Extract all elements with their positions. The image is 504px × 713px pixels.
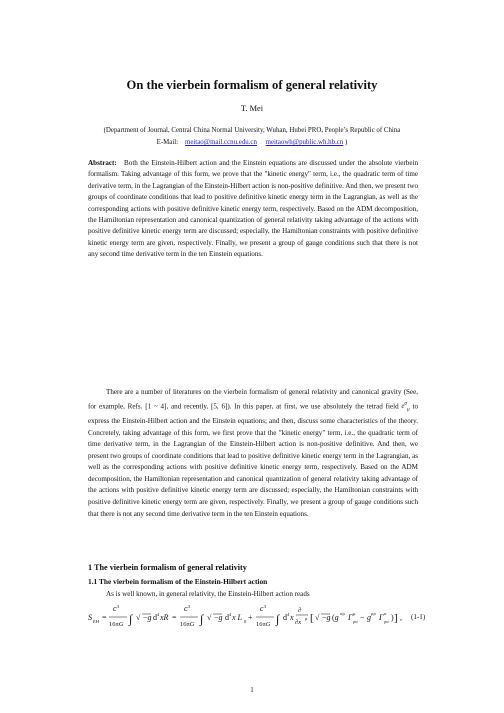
svg-text:x: x	[290, 613, 294, 622]
svg-text:S: S	[88, 613, 92, 622]
svg-text:d: d	[153, 613, 157, 622]
svg-text:σρ: σρ	[340, 611, 345, 616]
email-label: E-Mail:	[156, 139, 179, 146]
svg-text:−g: −g	[214, 613, 223, 622]
svg-text:Γ: Γ	[348, 613, 353, 622]
svg-text:]: ]	[394, 612, 398, 624]
einstein-hilbert-equation	[88, 603, 422, 631]
subsection-heading-1-1: 1.1 The vierbein formalism of the Einstein-Hilbert action	[88, 577, 268, 586]
svg-text:σ: σ	[384, 611, 387, 616]
svg-text:√: √	[315, 613, 320, 622]
equation-number: (1-1)	[411, 613, 426, 621]
svg-text:μρ: μρ	[371, 611, 376, 616]
section-paragraph: As is well known, in general relativity, the Einstein-Hilbert action reads	[106, 590, 310, 598]
email-line	[0, 139, 504, 146]
svg-text:3: 3	[264, 604, 267, 609]
svg-text:4: 4	[229, 612, 232, 617]
svg-text:Γ: Γ	[379, 613, 384, 622]
svg-text:3: 3	[188, 604, 191, 609]
introduction-paragraph	[88, 387, 418, 520]
svg-text:∫: ∫	[276, 612, 280, 626]
svg-text:μ: μ	[353, 611, 356, 616]
svg-text:4: 4	[287, 612, 290, 617]
svg-text:d: d	[225, 613, 229, 622]
svg-text:EH: EH	[93, 619, 100, 624]
svg-text:16πG: 16πG	[256, 621, 271, 628]
affiliation: (Department of Journal, Central China Normal University, Wuhan, Hubei PRO, People’s Republic of China	[103, 127, 401, 134]
svg-text:,: ,	[400, 613, 402, 622]
svg-text:x L: x L	[232, 613, 242, 622]
svg-text:16πG: 16πG	[180, 621, 195, 628]
svg-text:16πG: 16πG	[109, 621, 124, 628]
svg-text:+: +	[248, 613, 253, 622]
svg-text:c: c	[184, 604, 188, 613]
intro-text-after: to express the Einstein-Hilbert action and the Einstein equations; and then, discuss some characteristics of the theory. Concretely, taking advantage of this form, we first prove that the "kinetic energy" term, i.e., the quadratic term of time derivative term, in the Lagrangian of the Einstein-Hilbert action is non-positive definitive. And then, we present two groups of coordinate conditions that lead to positive definitive kinetic energy term in the Lagrangian, as well as the corresponding actions with positive definitive kinetic energy term, respectively. Based on the ADM decomposition, the Hamiltonian representation and canonical quantization of general relativity taking advantage of the actions with positive definitive kinetic energy term are discussed; especially, the Hamiltonian constraints with positive definitive kinetic energy term are given, respectively. Finally, we present a group of gauge conditions such that there is not any second time derivative term in the ten Einstein equations.	[88, 401, 418, 518]
svg-text:xR: xR	[160, 613, 169, 622]
svg-text:=: =	[172, 613, 177, 622]
abstract	[88, 158, 418, 261]
svg-text:∫: ∫	[129, 612, 133, 626]
author: T. Mei	[240, 104, 264, 113]
svg-text:−g: −g	[143, 613, 152, 622]
svg-text:−: −	[360, 613, 365, 622]
svg-text:μ: μ	[305, 616, 308, 621]
svg-text:): )	[391, 613, 394, 622]
section-heading-1: 1 The vierbein formalism of general relativity	[88, 563, 247, 572]
svg-text:g: g	[367, 613, 371, 622]
svg-text:0: 0	[244, 619, 247, 624]
abstract-label: Abstract:	[88, 159, 117, 167]
svg-text:√: √	[207, 613, 212, 622]
svg-text:3: 3	[117, 604, 120, 609]
svg-text:4: 4	[157, 612, 160, 617]
tetrad-symbol: $e^\alpha_\mu$	[401, 401, 410, 413]
svg-text:c: c	[113, 604, 117, 613]
svg-text:(g: (g	[332, 613, 339, 622]
email-link-2[interactable]: meitaowh@public.wh.hb.cn	[265, 139, 344, 146]
svg-text:−g: −g	[322, 613, 331, 622]
svg-text:d: d	[283, 613, 287, 622]
svg-text:c: c	[260, 604, 264, 613]
svg-text:ρσ: ρσ	[384, 619, 389, 624]
svg-text:∂x: ∂x	[295, 619, 302, 626]
svg-text:∂: ∂	[298, 607, 302, 614]
svg-text:∫: ∫	[200, 612, 204, 626]
svg-text:=: =	[102, 613, 107, 622]
abstract-text: Both the Einstein-Hilbert action and the Einstein equations are discussed under the absolute vierbein formalism. Taking advantage of this form, we prove that the "kinetic energy" term, i.e., the quadratic term of time derivative term, in the Lagrangian of the Einstein-Hilbert action is non-positive definitive. And then, we present two groups of coordinate conditions that lead to positive definitive kinetic energy term in the Lagrangian, as well as the corresponding actions with positive definitive kinetic energy term, respectively. Based on the ADM decomposition, the Hamiltonian representation and canonical quantization of general relativity taking advantage of the actions with positive definitive kinetic energy term are discussed; especially, the Hamiltonian constraints with positive definitive kinetic energy term are given, respectively. Finally, we present a group of gauge conditions such that there is not any second time derivative term in the ten Einstein equations.	[88, 159, 418, 259]
email-link-1[interactable]: meitao@mail.ccnu.edu.cn	[184, 139, 257, 146]
paper-title: On the vierbein formalism of general relativity	[126, 78, 378, 92]
svg-text:[: [	[310, 612, 314, 624]
svg-text:√: √	[136, 613, 141, 622]
page-number: 1	[250, 686, 254, 694]
svg-text:ρσ: ρσ	[353, 619, 358, 624]
email-close: )	[345, 139, 348, 146]
intro-text-before: There are a number of literatures on the vierbein formalism of general relativity and canonical gravity (See, for example, Refs. [1 ~ 4], and recently, [5, 6]). In this paper, at first, we use absolutely the tetrad field	[88, 388, 418, 410]
